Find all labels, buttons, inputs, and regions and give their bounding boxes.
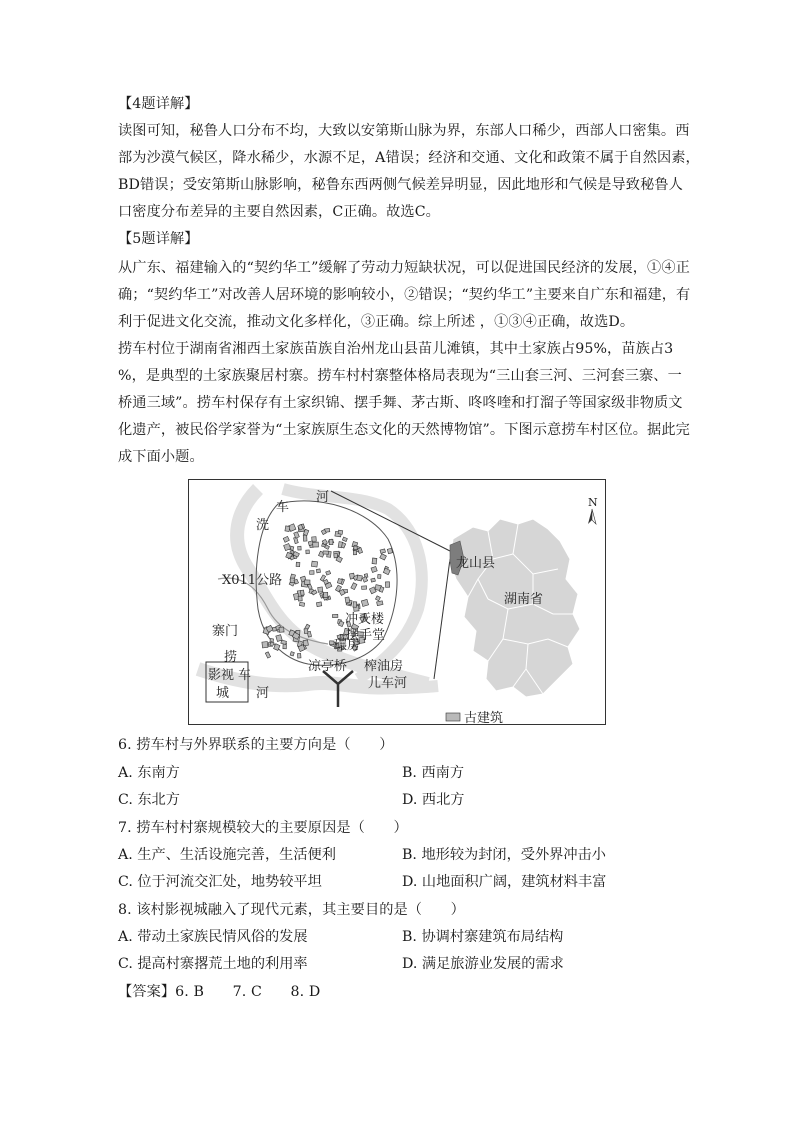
building-mark	[306, 550, 310, 554]
label-gate: 寨门	[212, 624, 239, 639]
building-mark	[338, 530, 343, 534]
building-mark	[304, 629, 308, 634]
q5-heading: 【5题详解】	[118, 231, 199, 247]
building-mark	[353, 602, 357, 608]
building-mark	[303, 535, 307, 541]
building-mark	[354, 546, 357, 550]
building-mark	[387, 548, 392, 554]
village-location-map	[188, 479, 606, 725]
q4-line-4: 口密度分布差异的主要自然因素，C正确。故选C。	[118, 204, 440, 220]
answer-line: 【答案】6. B 7. C 8. D	[118, 984, 321, 1000]
legend-label: 古建筑	[464, 711, 504, 725]
building-mark	[290, 652, 294, 656]
label-film-city-2: 城	[216, 686, 230, 701]
q8-stem: 8. 该村影视城融入了现代元素，其主要目的是（ ）	[118, 902, 465, 918]
building-mark	[378, 575, 381, 579]
building-mark	[310, 571, 314, 575]
building-mark	[332, 614, 338, 617]
q8-option-a: A. 带动土家族民情风俗的发展	[118, 929, 308, 945]
building-mark	[303, 640, 308, 646]
q7-option-a: A. 生产、生活设施完善，生活便利	[118, 847, 336, 863]
legend-swatch	[446, 713, 460, 721]
q6-option-d: D. 西北方	[402, 792, 465, 808]
building-mark	[357, 575, 363, 581]
label-xi: 洗	[256, 518, 270, 533]
building-mark	[316, 569, 320, 573]
label-oil-mill: 榨油房	[364, 659, 404, 674]
building-mark	[304, 580, 310, 584]
building-mark	[279, 627, 284, 632]
building-mark	[345, 597, 350, 603]
north-label: N	[588, 496, 598, 509]
building-mark	[329, 539, 333, 544]
label-che-1: 车	[276, 500, 290, 515]
q6-option-a: A. 东南方	[118, 765, 180, 781]
q8-option-c: C. 提高村寨撂荒土地的利用率	[118, 956, 308, 972]
q7-option-c: C. 位于河流交汇处，地势较平坦	[118, 874, 322, 890]
building-mark	[371, 578, 376, 582]
label-he-1: 河	[316, 490, 330, 505]
building-mark	[337, 579, 342, 584]
building-mark	[353, 551, 356, 555]
intro-line-5: 成下面小题。	[118, 449, 204, 465]
q7-option-b: B. 地形较为封闭，受外界冲击小	[402, 847, 606, 863]
q7-option-d: D. 山地面积广阔，建筑材料丰富	[402, 874, 607, 890]
building-mark	[361, 599, 368, 606]
building-mark	[362, 586, 367, 590]
building-mark	[296, 562, 300, 566]
label-longshan: 龙山县	[456, 556, 496, 571]
building-mark	[300, 590, 304, 595]
building-mark	[377, 601, 383, 606]
label-pavilion: 凉亭桥	[308, 659, 348, 674]
building-mark	[372, 558, 377, 564]
q5-line-2: 确；“契约华工”对改善人居环境的影响较小，②错误；“契约华工”主要来自广东和福建，有	[118, 287, 691, 303]
building-mark	[334, 554, 338, 558]
label-tower: 冲天楼	[345, 612, 385, 627]
building-mark	[318, 587, 323, 592]
q4-heading: 【4题详解】	[118, 96, 199, 112]
label-erche-river: 儿车河	[368, 676, 408, 691]
building-mark	[316, 602, 321, 607]
building-mark	[273, 627, 277, 631]
building-mark	[313, 542, 319, 547]
building-mark	[385, 582, 389, 588]
building-mark	[299, 602, 304, 606]
q7-stem: 7. 捞车村村寨规模较大的主要原因是（ ）	[118, 820, 408, 836]
building-mark	[298, 546, 301, 550]
label-che-2: 车	[238, 668, 252, 683]
building-mark	[262, 642, 268, 648]
label-mill: 碾房	[334, 638, 361, 653]
q5-line-1: 从广东、福建输入的“契约华工”缓解了劳动力短缺状况，可以促进国民经济的发展，①④正	[118, 260, 690, 276]
q4-line-2: 部为沙漠气候区，降水稀少，水源不足，A错误；经济和交通、文化和政策不属于自然因素，	[118, 150, 700, 166]
building-mark	[297, 653, 301, 658]
building-mark	[338, 542, 342, 548]
q4-line-3: BD错误；受安第斯山脉影响，秘鲁东西两侧气候差异明显，因此地形和气候是导致秘鲁人	[118, 177, 683, 193]
building-mark	[285, 526, 290, 532]
intro-line-2: %，是典型的土家族聚居村寨。捞车村村寨整体格局表现为“三山套三河、三河套三寨、一	[118, 368, 682, 384]
q8-option-b: B. 协调村寨建筑布局结构	[402, 929, 564, 945]
label-he-2: 河	[256, 686, 270, 701]
intro-line-3: 桥通三域”。捞车村保存有土家织锦、摆手舞、茅古斯、咚咚喹和打溜子等国家级非物质文	[118, 395, 683, 411]
intro-line-4: 化遗产，被民俗学家誉为“土家族原生态文化的天然博物馆”。下图示意捞车村区位。据此完	[118, 422, 690, 438]
building-mark	[324, 592, 328, 597]
intro-line-1: 捞车村位于湖南省湘西土家族苗族自治州龙山县苗儿滩镇，其中土家族占95%，苗族占3	[118, 341, 674, 357]
q6-option-c: C. 东北方	[118, 792, 180, 808]
q4-line-1: 读图可知，秘鲁人口分布不均，大致以安第斯山脉为界，东部人口稀少，西部人口密集。西	[118, 123, 690, 139]
q8-option-d: D. 满足旅游业发展的需求	[402, 956, 564, 972]
q6-stem: 6. 捞车村与外界联系的主要方向是（ ）	[118, 737, 394, 753]
label-road: X011公路	[222, 573, 283, 588]
building-mark	[323, 551, 329, 554]
q6-option-b: B. 西南方	[402, 765, 465, 781]
label-dance-hall: 摆手堂	[346, 628, 386, 643]
building-mark	[298, 596, 302, 601]
label-lao: 捞	[224, 650, 238, 665]
label-film-city-1: 影视	[208, 668, 235, 683]
label-hunan: 湖南省	[504, 592, 544, 607]
building-mark	[311, 561, 317, 567]
q5-line-3: 利于促进文化交流，推动文化多样化，③正确。综上所述 ，①③④正确，故选D。	[118, 314, 635, 330]
